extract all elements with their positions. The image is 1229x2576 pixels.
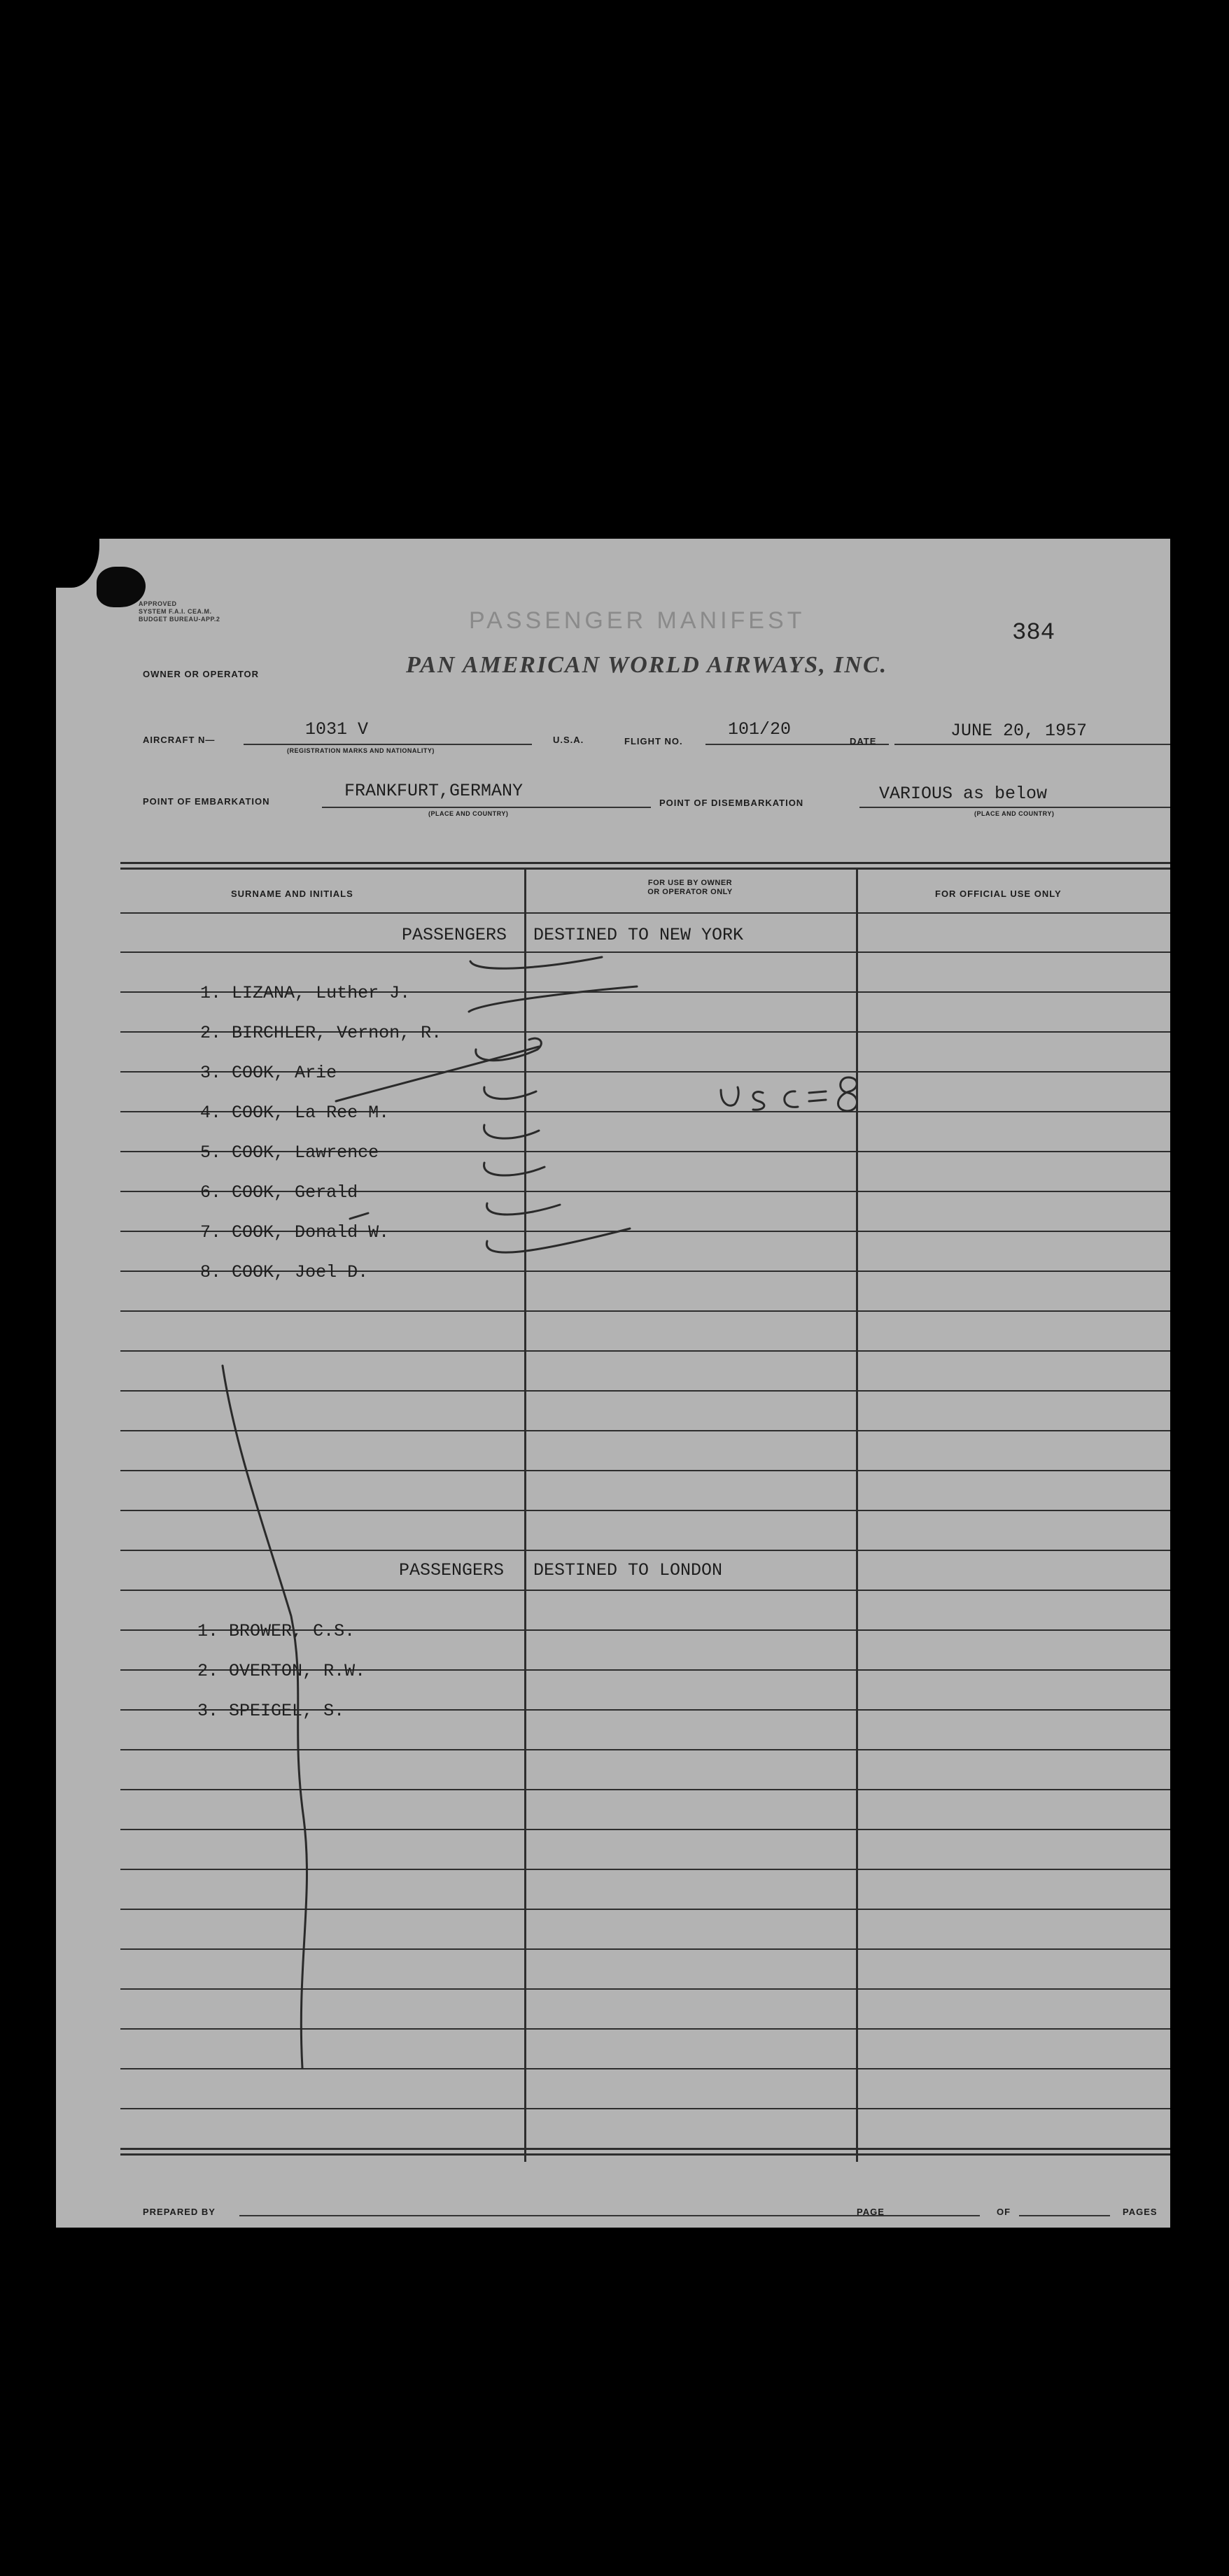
approval-stamp-line: SYSTEM F.A.I. CEA.M. — [139, 608, 212, 615]
embark-caption: (PLACE AND COUNTRY) — [428, 810, 509, 817]
aircraft-label: AIRCRAFT N— — [143, 735, 216, 745]
handwritten-note — [718, 1070, 858, 1112]
passenger-name: SPEIGEL, S. — [229, 1701, 345, 1721]
row-number: 2. — [197, 1661, 219, 1681]
owner-label: OWNER OR OPERATOR — [143, 669, 260, 679]
passenger-name: BROWER, C.S. — [229, 1621, 356, 1641]
row-number: 3. — [197, 1701, 219, 1721]
flight-value: 101/20 — [728, 719, 792, 739]
prepared-by-line — [239, 2215, 904, 2216]
passenger-name: COOK, Donald W. — [232, 1222, 390, 1243]
form-title: PASSENGER MANIFEST — [469, 607, 806, 634]
manifest-sheet — [56, 539, 1170, 2228]
row-number: 4. — [200, 1103, 222, 1123]
table-bottom-rule — [120, 2148, 1170, 2150]
row-number: 1. — [200, 983, 222, 1003]
check-mark — [484, 1125, 539, 1138]
section-ny-left: PASSENGERS — [402, 925, 507, 945]
disembark-value: VARIOUS as below — [879, 784, 1048, 804]
check-mark — [486, 1229, 630, 1252]
page-number: 384 — [1012, 620, 1055, 646]
embark-label: POINT OF EMBARKATION — [143, 796, 270, 807]
of-line — [1019, 2215, 1110, 2216]
strike-line — [336, 1047, 539, 1101]
column-header-owner-use-line: OR OPERATOR ONLY — [647, 888, 733, 896]
owner-value: PAN AMERICAN WORLD AIRWAYS, INC. — [406, 652, 888, 678]
flight-label: FLIGHT NO. — [624, 736, 683, 746]
passenger-name: LIZANA, Luther J. — [232, 983, 411, 1003]
handwritten-marks — [56, 539, 1170, 2228]
check-mark — [484, 1163, 545, 1175]
of-label: OF — [997, 2207, 1011, 2217]
section-london-right: DESTINED TO LONDON — [533, 1560, 723, 1580]
aircraft-value: 1031 V — [305, 719, 369, 739]
row-number: 6. — [200, 1182, 222, 1203]
passenger-name: COOK, Joel D. — [232, 1262, 369, 1282]
check-mark — [484, 1087, 536, 1099]
disembark-label: POINT OF DISEMBARKATION — [659, 798, 804, 808]
passenger-name: COOK, Gerald — [232, 1182, 358, 1203]
check-mark — [470, 957, 602, 968]
embark-value: FRANKFURT,GERMANY — [344, 781, 524, 801]
date-value: JUNE 20, 1957 — [950, 721, 1088, 741]
column-header-official-use: FOR OFFICIAL USE ONLY — [935, 889, 1062, 899]
date-label: DATE — [850, 736, 877, 746]
prepared-by-label: PREPARED BY — [143, 2207, 216, 2217]
table-bottom-rule — [120, 2153, 1170, 2156]
page-label: PAGE — [857, 2207, 885, 2217]
approval-stamp-line: APPROVED — [139, 600, 177, 607]
row-number: 7. — [200, 1222, 222, 1243]
aircraft-caption: (REGISTRATION MARKS AND NATIONALITY) — [287, 747, 435, 754]
row-number: 1. — [197, 1621, 219, 1641]
check-mark — [487, 1203, 560, 1215]
tick-mark — [350, 1213, 368, 1219]
section-ny-right: DESTINED TO NEW YORK — [533, 925, 744, 945]
row-number: 8. — [200, 1262, 222, 1282]
page-line — [896, 2215, 980, 2216]
pages-label: PAGES — [1123, 2207, 1158, 2217]
section-london-left: PASSENGERS — [399, 1560, 505, 1580]
passenger-name: COOK, Lawrence — [232, 1142, 379, 1163]
passenger-name: OVERTON, R.W. — [229, 1661, 366, 1681]
passenger-name: COOK, Arie — [232, 1063, 337, 1083]
column-header-owner-use-line: FOR USE BY OWNER — [647, 879, 733, 887]
row-number: 2. — [200, 1023, 222, 1043]
row-number: 3. — [200, 1063, 222, 1083]
approval-stamp-line: BUDGET BUREAU-APP.2 — [139, 616, 220, 623]
check-mark — [469, 986, 637, 1012]
country-label: U.S.A. — [553, 735, 584, 745]
disembark-caption: (PLACE AND COUNTRY) — [974, 810, 1055, 817]
column-header-names: SURNAME AND INITIALS — [231, 889, 353, 899]
margin-line — [223, 1366, 307, 2068]
passenger-name: BIRCHLER, Vernon, R. — [232, 1023, 442, 1043]
row-number: 5. — [200, 1142, 222, 1163]
passenger-name: COOK, La Ree M. — [232, 1103, 390, 1123]
